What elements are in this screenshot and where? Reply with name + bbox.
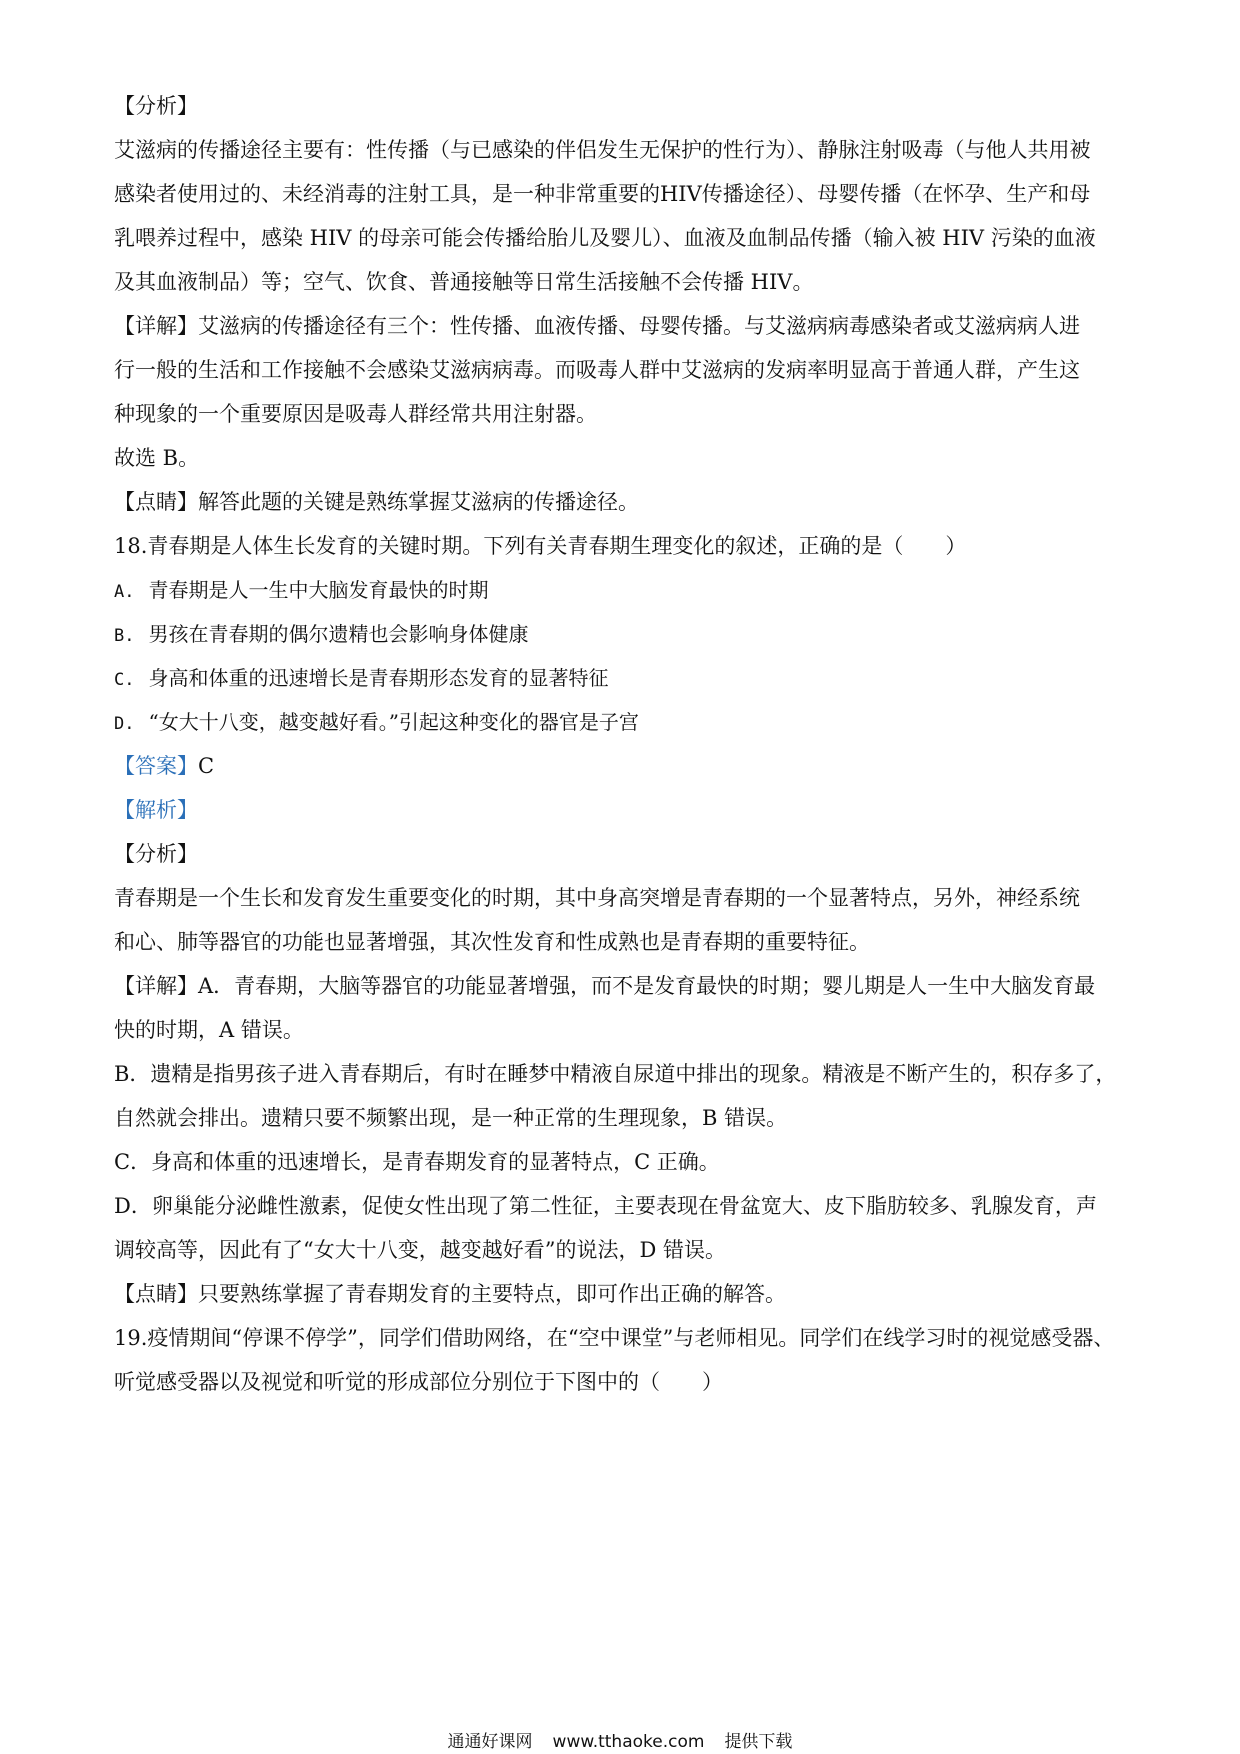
analysis-line: 乳喂养过程中，感染 HIV 的母亲可能会传播给胎儿及婴儿）、血液及血制品传播（输入被 HIV 污染的血液 bbox=[114, 226, 1096, 250]
detail-line: 行一般的生活和工作接触不会感染艾滋病病毒。而吸毒人群中艾滋病的发病率明显高于普通人群，产生这 bbox=[114, 358, 1080, 382]
footer-note: 提供下载 bbox=[724, 1732, 793, 1752]
option-text: 男孩在青春期的偶尔遗精也会影响身体健康 bbox=[148, 622, 529, 646]
analysis-heading: 【分析】 bbox=[114, 94, 198, 118]
comment-line bbox=[114, 1270, 1134, 1319]
detail-line: 调较高等，因此有了“女大十八变，越变越好看”的说法，D 错误。 bbox=[114, 1238, 726, 1262]
detail-line bbox=[114, 302, 1134, 351]
option-letter: B. bbox=[114, 626, 135, 646]
analysis-line: 感染者使用过的、未经消毒的注射工具，是一种非常重要的HIV传播途径）、母婴传播（在怀孕、生产和母 bbox=[114, 182, 1091, 206]
detail-line bbox=[114, 962, 1134, 1011]
analysis-line: 和心、肺等器官的功能也显著增强，其次性发育和性成熟也是青春期的重要特征。 bbox=[114, 930, 870, 954]
detail-line: C．身高和体重的迅速增长，是青春期发育的显著特点，C 正确。 bbox=[114, 1150, 720, 1174]
footer-url[interactable]: www.tthaoke.com bbox=[552, 1732, 705, 1752]
comment-line bbox=[114, 478, 1134, 527]
detail-heading: 【详解】 bbox=[114, 974, 198, 998]
comment-heading: 【点睛】 bbox=[114, 490, 198, 514]
detail-heading: 【详解】 bbox=[114, 314, 198, 338]
question-18: 18.青春期是人体生长发育的关键时期。下列有关青春期生理变化的叙述，正确的是（ ） bbox=[114, 534, 967, 558]
detail-text: A．青春期，大脑等器官的功能显著增强，而不是发育最快的时期；婴儿期是人一生中大脑发育最 bbox=[198, 974, 1096, 998]
detail-line: 种现象的一个重要原因是吸毒人群经常共用注射器。 bbox=[114, 402, 597, 426]
option-letter: D. bbox=[114, 714, 135, 734]
option-text: 青春期是人一生中大脑发育最快的时期 bbox=[148, 578, 489, 602]
option-text: “女大十八变，越变越好看。”引起这种变化的器官是子宫 bbox=[148, 710, 639, 734]
answer-line bbox=[114, 742, 1134, 791]
detail-text: 艾滋病的传播途径有三个：性传播、血液传播、母婴传播。与艾滋病病毒感染者或艾滋病病人进 bbox=[198, 314, 1080, 338]
detail-line: 快的时期，A 错误。 bbox=[114, 1018, 304, 1042]
option-text: 身高和体重的迅速增长是青春期形态发育的显著特征 bbox=[148, 666, 609, 690]
comment-heading: 【点睛】 bbox=[114, 1282, 198, 1306]
analysis-line: 艾滋病的传播途径主要有：性传播（与已感染的伴侣发生无保护的性行为）、静脉注射吸毒（与他人共用被 bbox=[114, 138, 1091, 162]
explain-heading: 【解析】 bbox=[114, 798, 198, 822]
analysis-heading: 【分析】 bbox=[114, 842, 198, 866]
option-letter: A. bbox=[114, 582, 135, 602]
detail-line: B．遗精是指男孩子进入青春期后，有时在睡梦中精液自尿道中排出的现象。精液是不断产生的，积存多了， bbox=[114, 1062, 1117, 1086]
detail-line: D．卵巢能分泌雌性激素，促使女性出现了第二性征，主要表现在骨盆宽大、皮下脂肪较多、乳腺发育，声 bbox=[114, 1194, 1097, 1218]
page-footer bbox=[0, 1727, 1240, 1752]
footer-site-name: 通通好课网 bbox=[447, 1732, 533, 1752]
answer-value: C bbox=[198, 754, 215, 778]
choice-line: 故选 B。 bbox=[114, 446, 200, 470]
detail-line: 自然就会排出。遗精只要不频繁出现，是一种正常的生理现象，B 错误。 bbox=[114, 1106, 788, 1130]
option-letter: C. bbox=[114, 670, 135, 690]
question-19-line: 听觉感受器以及视觉和听觉的形成部位分别位于下图中的（ ） bbox=[114, 1370, 723, 1394]
question-19-line: 19.疫情期间“停课不停学”，同学们借助网络，在“空中课堂”与老师相见。同学们在线学习时的视觉感受器、 bbox=[114, 1326, 1115, 1350]
analysis-line: 青春期是一个生长和发育发生重要变化的时期，其中身高突增是青春期的一个显著特点，另外，神经系统 bbox=[114, 886, 1080, 910]
analysis-line: 及其血液制品）等；空气、饮食、普通接触等日常生活接触不会传播 HIV。 bbox=[114, 270, 814, 294]
answer-heading: 【答案】 bbox=[114, 754, 198, 778]
comment-text: 只要熟练掌握了青春期发育的主要特点，即可作出正确的解答。 bbox=[198, 1282, 786, 1306]
comment-text: 解答此题的关键是熟练掌握艾滋病的传播途径。 bbox=[198, 490, 639, 514]
